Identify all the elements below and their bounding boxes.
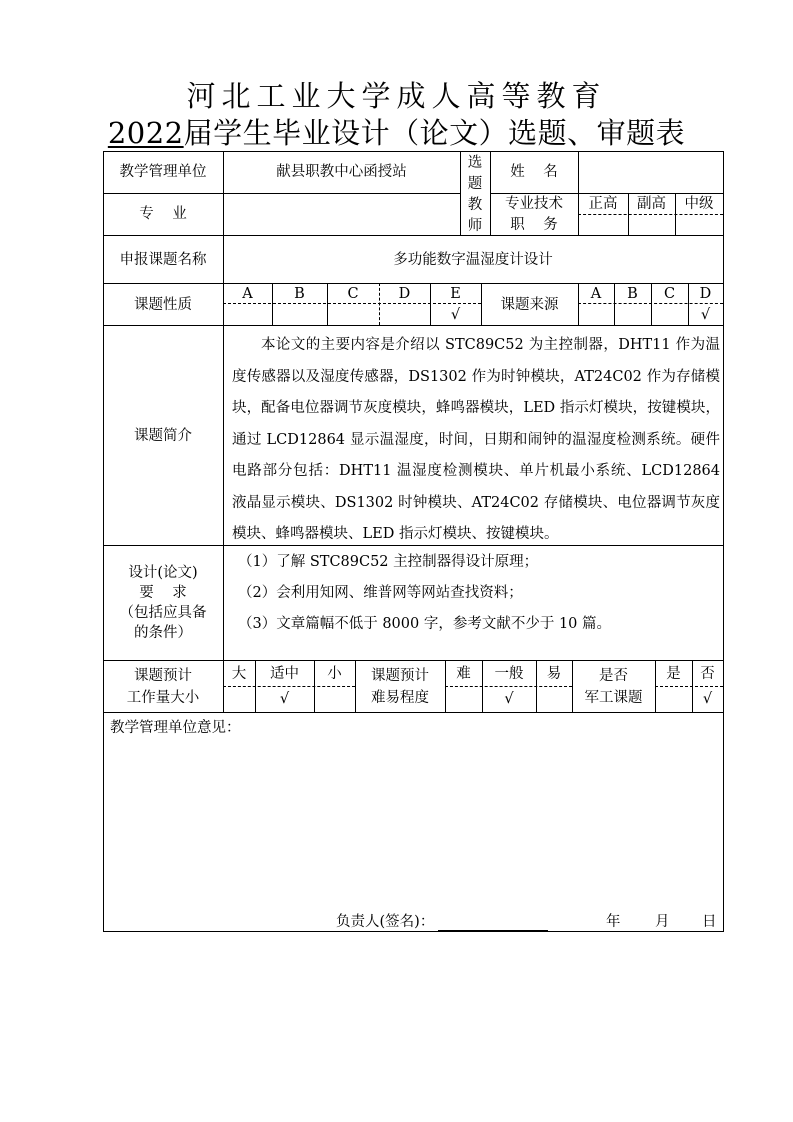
workload-check-medium[interactable]: √: [279, 691, 290, 707]
requirement-item: （1）了解 STC89C52 主控制器得设计原理；: [238, 554, 539, 570]
intro-label: 课题简介: [134, 428, 192, 444]
nature-label: 课题性质: [134, 297, 192, 313]
requirements-label-3: （包括应具备: [119, 605, 207, 621]
opinion-label: 教学管理单位意见：: [110, 720, 241, 736]
nature-option-c[interactable]: C: [347, 286, 359, 302]
nature-option-e[interactable]: E: [450, 286, 461, 302]
year-field: 2022: [107, 116, 184, 150]
difficulty-label-2: 难易程度: [371, 690, 429, 706]
nature-check-e[interactable]: √: [450, 307, 461, 323]
nature-option-a[interactable]: A: [242, 286, 253, 302]
requirement-item: （2）会利用知网、维普网等网站查找资料；: [238, 585, 523, 601]
option-senior[interactable]: 正高: [588, 196, 618, 212]
difficulty-option-easy[interactable]: 易: [546, 666, 562, 682]
source-option-d[interactable]: D: [699, 286, 712, 302]
difficulty-check-normal[interactable]: √: [504, 691, 514, 707]
nature-option-d[interactable]: D: [398, 286, 411, 302]
page-title: 河北工业大学成人高等教育: [186, 79, 607, 113]
unit-value: 献县职教中心函授站: [276, 164, 407, 180]
topic-value: 多功能数字温湿度计设计: [393, 252, 553, 268]
source-label: 课题来源: [500, 297, 559, 313]
military-label-1: 是否: [599, 668, 628, 684]
option-associate[interactable]: 副高: [637, 196, 666, 212]
difficulty-label-1: 课题预计: [371, 668, 429, 684]
workload-option-large[interactable]: 大: [231, 666, 247, 682]
topic-label: 申报课题名称: [119, 252, 207, 268]
source-option-a[interactable]: A: [590, 286, 602, 302]
intro-text: 本论文的主要内容是介绍以 STC89C52 为主控制器，DHT11 作为温度传感器以及湿度传感器，DS1302 作为时钟模块，AT24C02 作为存储模块，配备电位器调节灰度模块，蜂鸣器模块，LED 指示灯模块，按键模块，通过 LCD12864 显示温湿度，时间，日期和闹钟的温湿度检测系统。硬件电路部分包括：DHT11 温湿度检测模块、单片机最小系统、LCD12864 液晶显示模块、DS1302 时钟模块、AT24C02 存储模块、电位器调节灰度模块、蜂鸣器模块、LED 指示灯模块、按键模块。: [232, 337, 720, 542]
difficulty-option-hard[interactable]: 难: [456, 666, 471, 682]
military-option-no[interactable]: 否: [700, 666, 715, 682]
military-option-yes[interactable]: 是: [666, 666, 681, 682]
year-label: 年: [606, 914, 621, 930]
teacher-label-4: 师: [467, 218, 483, 234]
day-label: 日: [702, 914, 717, 930]
subtitle-text: 届学生毕业设计（论文）选题、审题表: [183, 116, 686, 150]
option-intermediate[interactable]: 中级: [684, 196, 714, 212]
month-label: 月: [655, 914, 670, 930]
source-option-c[interactable]: C: [663, 286, 676, 302]
requirements-label-2: 要 求: [139, 585, 187, 601]
military-label-2: 军工课题: [584, 690, 643, 706]
requirements-label-1: 设计(论文): [128, 565, 198, 581]
name-label: 姓 名: [510, 164, 558, 180]
unit-label: 教学管理单位: [119, 164, 207, 180]
page-subtitle: [0, 113, 793, 153]
signature-field[interactable]: [438, 930, 548, 931]
workload-option-small[interactable]: 小: [327, 666, 342, 682]
source-option-b[interactable]: B: [627, 286, 638, 302]
source-check-d[interactable]: √: [700, 307, 711, 323]
tech-title-label-2: 职 务: [510, 217, 558, 233]
teacher-label-1: 选: [467, 155, 483, 171]
teacher-label-3: 教: [467, 197, 483, 213]
major-label: 专 业: [139, 206, 187, 222]
requirement-item: （3）文章篇幅不低于 8000 字，参考文献不少于 10 篇。: [238, 616, 612, 632]
difficulty-option-normal[interactable]: 一般: [494, 666, 524, 682]
workload-option-medium[interactable]: 适中: [270, 666, 299, 682]
teacher-label-2: 题: [467, 176, 483, 192]
workload-label-1: 课题预计: [134, 668, 192, 684]
nature-option-b[interactable]: B: [294, 286, 305, 302]
workload-label-2: 工作量大小: [126, 690, 200, 706]
tech-title-label: 专业技术: [505, 196, 563, 212]
signer-label: 负责人(签名)：: [336, 914, 435, 930]
military-check-no[interactable]: √: [702, 691, 713, 707]
requirements-label-4: 的条件）: [134, 625, 192, 641]
